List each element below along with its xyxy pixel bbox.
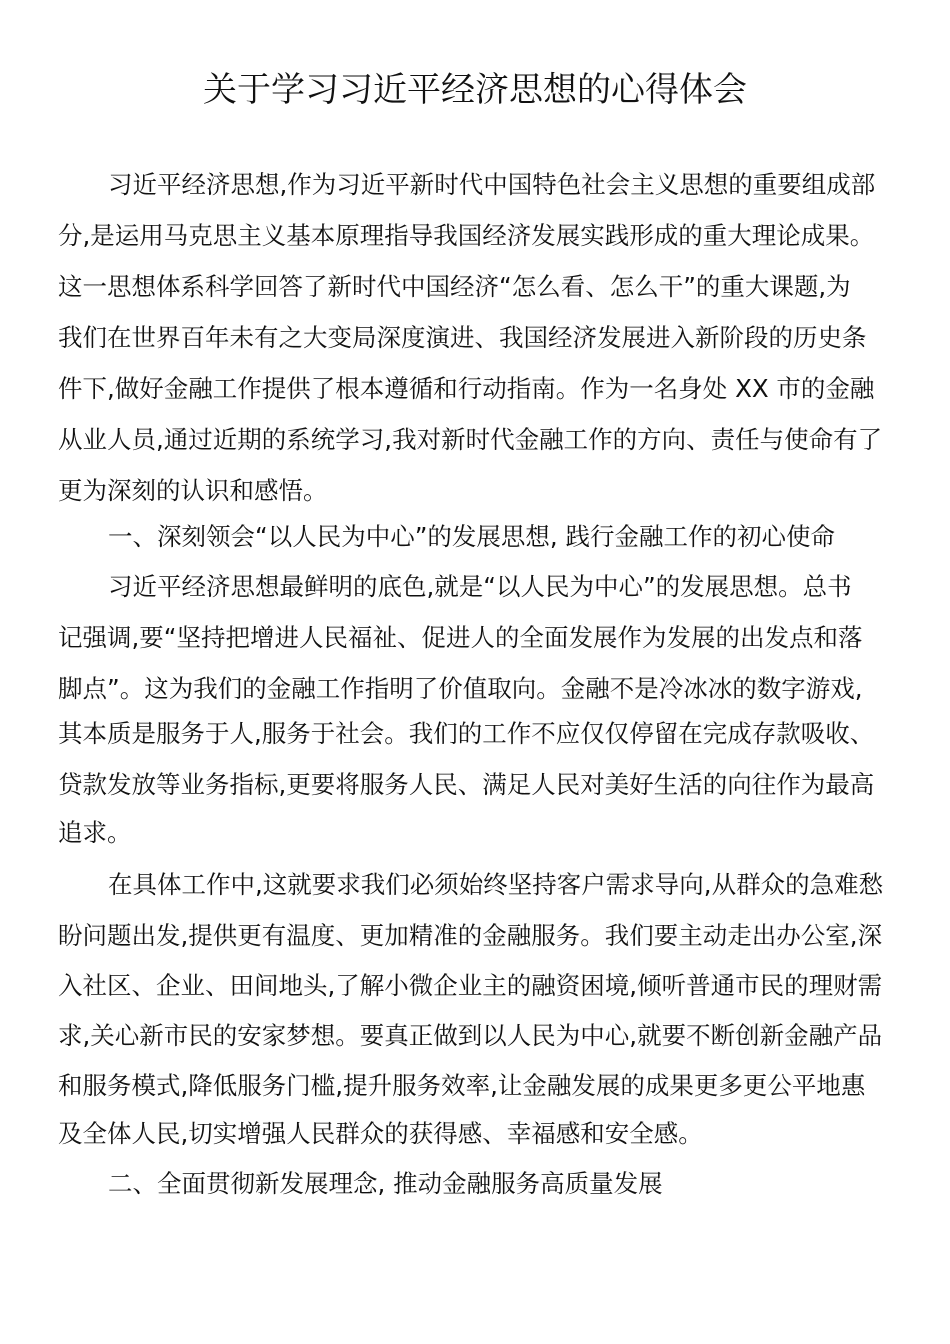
paragraph-3-line-4: 求,关心新市民的安家梦想。要真正做到以人民为中心,就要不断创新金融产品 [58, 1021, 883, 1050]
paragraph-1-line-6: 从业人员,通过近期的系统学习,我对新时代金融工作的方向、责任与使命有了 [58, 425, 883, 454]
paragraph-3-line-6: 及全体人民,切实增强人民群众的获得感、幸福感和安全感。 [58, 1119, 703, 1148]
section-heading-1: 一、深刻领会“以人民为中心”的发展思想, 践行金融工作的初心使命 [108, 522, 835, 551]
paragraph-3-line-5: 和服务模式,降低服务门槛,提升服务效率,让金融发展的成果更多更公平地惠 [58, 1071, 866, 1100]
paragraph-1-line-7: 更为深刻的认识和感悟。 [58, 476, 328, 505]
paragraph-2-line-3: 脚点”。这为我们的金融工作指明了价值取向。金融不是冷冰冰的数字游戏, [58, 674, 863, 703]
section-heading-2: 二、全面贯彻新发展理念, 推动金融服务高质量发展 [108, 1169, 663, 1198]
paragraph-1-line-5: 件下,做好金融工作提供了根本遵循和行动指南。作为一名身处 XX 市的金融 [58, 374, 875, 403]
paragraph-1-line-3: 这一思想体系科学回答了新时代中国经济“怎么看、怎么干”的重大课题,为 [58, 272, 851, 301]
paragraph-1-line-4: 我们在世界百年未有之大变局深度演进、我国经济发展进入新阶段的历史条 [58, 323, 867, 352]
document-title: 关于学习习近平经济思想的心得体会 [203, 70, 747, 110]
paragraph-2-line-5: 贷款发放等业务指标,更要将服务人民、满足人民对美好生活的向往作为最高 [58, 770, 875, 799]
paragraph-2-line-6: 追求。 [58, 818, 132, 847]
paragraph-2-line-4: 其本质是服务于人,服务于社会。我们的工作不应仅仅停留在完成存款吸收、 [58, 719, 875, 748]
paragraph-2-line-2: 记强调,要“坚持把增进人民福祉、促进人的全面发展作为发展的出发点和落 [58, 623, 863, 652]
paragraph-3-line-2: 盼问题出发,提供更有温度、更加精准的金融服务。我们要主动走出办公室,深 [58, 921, 883, 950]
paragraph-3-line-1: 在具体工作中,这就要求我们必须始终坚持客户需求导向,从群众的急难愁 [108, 870, 884, 899]
paragraph-1-line-1: 习近平经济思想,作为习近平新时代中国特色社会主义思想的重要组成部 [108, 170, 876, 199]
paragraph-3-line-3: 入社区、企业、田间地头,了解小微企业主的融资困境,倾听普通市民的理财需 [58, 971, 883, 1000]
paragraph-1-line-2: 分,是运用马克思主义基本原理指导我国经济发展实践形成的重大理论成果。 [58, 221, 875, 250]
paragraph-2-line-1: 习近平经济思想最鲜明的底色,就是“以人民为中心”的发展思想。总书 [108, 572, 852, 601]
